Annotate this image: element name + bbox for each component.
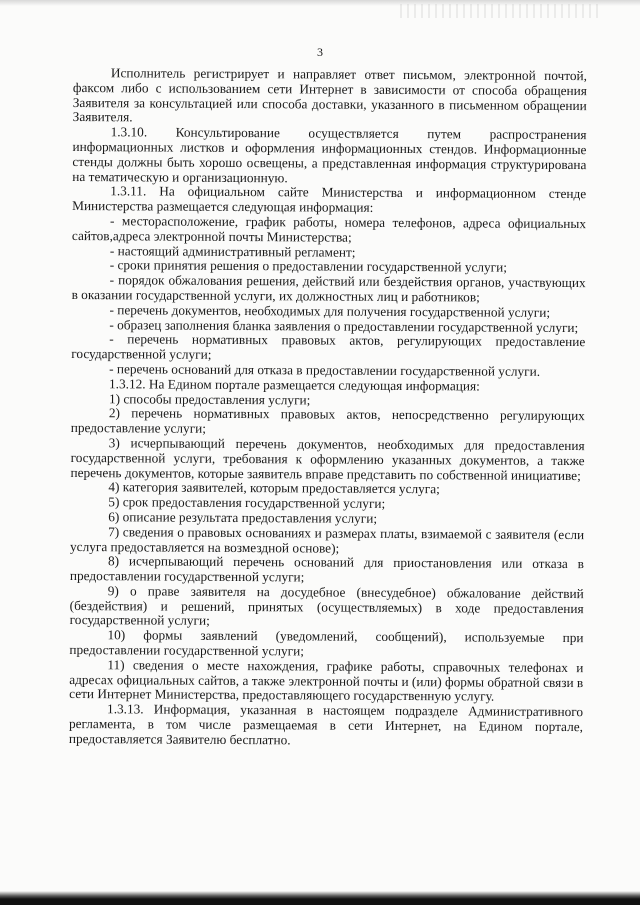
list-item-2: 2) перечень нормативных правовых актов, непосредственно регулирующих предоставление услуги; xyxy=(70,405,585,436)
paragraph-1-3-13: 1.3.13. Информация, указанная в настоящем подразделе Административного регламента, в том числе размещаемая в сети Интернет, на Едином портале, предоставляется Заявителю бесплатно. xyxy=(68,701,584,748)
list-item-5: 5) срок предоставления государственной услуги; xyxy=(108,494,386,512)
scan-edge-bottom xyxy=(0,891,640,905)
list-item-regulation: - настоящий административный регламент; xyxy=(109,242,356,260)
list-item-6: 6) описание результата предоставления услуги; xyxy=(108,509,378,526)
list-item-10: 10) формы заявлений (уведомлений, сообщений), используемые при предоставлении государственной услуги; xyxy=(69,627,584,659)
document-body xyxy=(69,66,587,750)
paragraph-1-3-12: 1.3.12. На Едином портале размещается следующая информация: xyxy=(109,375,480,394)
list-item-4: 4) категория заявителей, которым предоставляется услуга; xyxy=(108,479,440,497)
list-item-location: - месторасположение, график работы, номера телефонов, адреса официальных сайтов,адреса электронной почты Министерства; xyxy=(71,213,587,245)
list-item-appeal-procedure: - порядок обжалования решения, действий или бездействия органов, участвующих в оказании государственной услуги, их должностных лиц и работников; xyxy=(71,272,586,305)
list-item-legal-acts: - перечень нормативных правовых актов, регулирующих предоставление государственной услуги; xyxy=(71,331,586,362)
paragraph-1-3-10: 1.3.10. Консультирование осуществляется путем распространения информационных листков и оформления информационных стендов. Информационные стенды должны быть хорошо освещены, а представленная информация структурирована на тематическую и организационную. xyxy=(72,124,587,185)
list-item-11: 11) сведения о месте нахождения, графике работы, справочных телефонах и адресах официальных сайтов, а также электронной почты и (или) формы обратной связи в сети Интернет Министерства, предоставляющего государственную услугу. xyxy=(69,657,584,705)
scan-noise xyxy=(400,4,600,18)
list-item-decision-terms: - сроки принятия решения о предоставлении государственной услуги; xyxy=(109,257,508,276)
list-item-1: 1) способы предоставления услуги; xyxy=(108,390,311,407)
list-item-7: 7) сведения о правовых основаниях и размерах платы, взимаемой с заявителя (если услуга предоставляется на возмездной основе); xyxy=(70,523,585,556)
paragraph-executor-response: Исполнитель регистрирует и направляет ответ письмом, электронной почтой, факсом либо с использованием сети Интернет в зависимости от способа обращения Заявителя за консультацией или способа доставки, указанного в письменном обращении Заявителя. xyxy=(72,65,587,125)
list-item-documents: - перечень документов, необходимых для получения государственной услуги; xyxy=(109,301,551,320)
list-item-3: 3) исчерпывающий перечень документов, необходимых для предоставления государственной услуги, требования к оформлению указанных документов, а также перечень документов, которые заявитель вправе представить по собственной инициативе; xyxy=(70,435,585,483)
page-number: 3 xyxy=(317,45,323,59)
list-item-8: 8) исчерпывающий перечень оснований для приостановления или отказа в предоставлении государственной услуги; xyxy=(69,553,585,585)
list-item-9: 9) о праве заявителя на досудебное (внесудебное) обжалование действий (бездействия) и решений, принятых (осуществляемых) в ходе предоставления государственной услуги; xyxy=(69,583,584,629)
list-item-refusal-grounds: - перечень оснований для отказа в предоставлении государственной услуги. xyxy=(109,361,541,379)
list-item-form-sample: - образец заполнения бланка заявления о предоставлении государственной услуги; xyxy=(109,316,579,335)
paragraph-1-3-11: 1.3.11. На официальном сайте Министерства и информационном стенде Министерства размещается следующая информация: xyxy=(72,183,587,216)
